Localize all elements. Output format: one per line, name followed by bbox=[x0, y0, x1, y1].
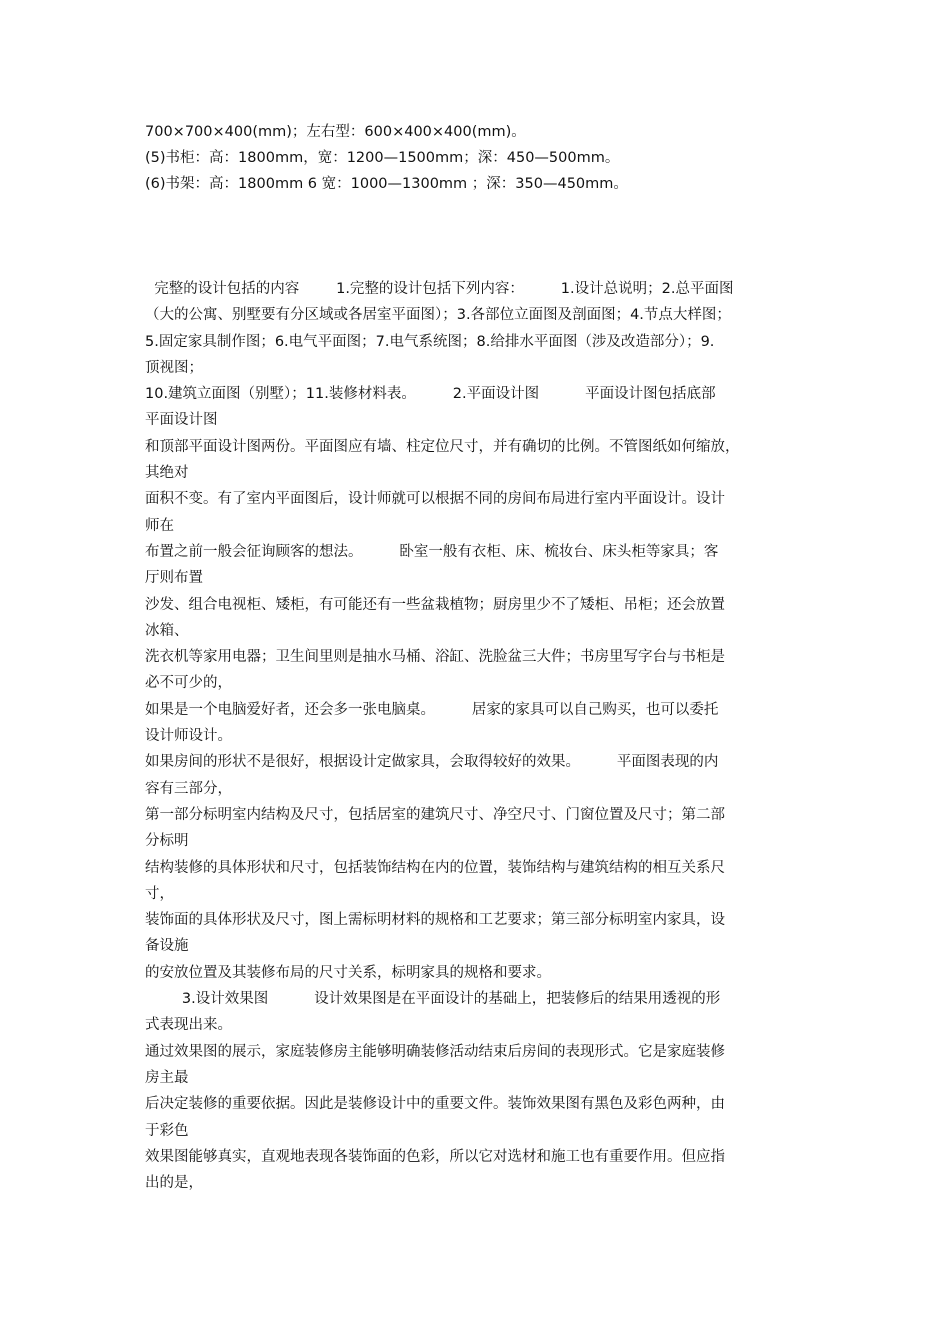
text-line: 和顶部平面设计图两份。平面图应有墙、柱定位尺寸，并有确切的比例。不管图纸如何缩放， bbox=[145, 438, 740, 455]
text-line: 700×700×400(mm)；左右型：600×400×400(mm)。 bbox=[145, 124, 526, 140]
text-line: 设计师设计。 bbox=[145, 728, 232, 745]
text-line: 备设施 bbox=[145, 938, 189, 955]
text-line: 如果是一个电脑爱好者，还会多一张电脑桌。 居家的家具可以自己购买，也可以委托 bbox=[145, 701, 719, 718]
text-line: 面积不变。有了室内平面图后，设计师就可以根据不同的房间布局进行室内平面设计。设计 bbox=[145, 491, 725, 508]
text-line: 后决定装修的重要依据。因此是装修设计中的重要文件。装饰效果图有黑色及彩色两种，由 bbox=[145, 1096, 725, 1113]
text-line: 式表现出来。 bbox=[145, 1017, 232, 1034]
text-line: 于彩色 bbox=[145, 1122, 189, 1139]
text-line: 出的是， bbox=[145, 1175, 203, 1192]
text-line: 厅则布置 bbox=[145, 570, 203, 587]
furniture-size-list bbox=[145, 119, 815, 197]
text-line: 必不可少的， bbox=[145, 675, 232, 692]
text-line: 顶视图； bbox=[145, 359, 203, 376]
text-line: 第一部分标明室内结构及尺寸，包括居室的建筑尺寸、净空尺寸、门窗位置及尺寸；第二部 bbox=[145, 806, 725, 823]
text-line: 10.建筑立面图（别墅）；11.装修材料表。 2.平面设计图 平面设计图包括底部 bbox=[145, 386, 716, 403]
text-line: 如果房间的形状不是很好，根据设计定做家具，会取得较好的效果。 平面图表现的内 bbox=[145, 754, 719, 771]
text-line: 完整的设计包括的内容 1.完整的设计包括下列内容： 1.设计总说明；2.总平面图 bbox=[145, 281, 734, 297]
text-line: 通过效果图的展示，家庭装修房主能够明确装修活动结束后房间的表现形式。它是家庭装修 bbox=[145, 1043, 725, 1060]
text-line: 房主最 bbox=[145, 1069, 189, 1086]
text-line: 寸， bbox=[145, 885, 174, 902]
text-line: 效果图能够真实，直观地表现各装饰面的色彩，所以它对选材和施工也有重要作用。但应指 bbox=[145, 1148, 725, 1165]
text-line: (6)书架：高：1800mm 6 宽：1000—1300mm ；深：350—450mm。 bbox=[145, 176, 628, 192]
text-line: 冰箱、 bbox=[145, 622, 189, 639]
text-line: 师在 bbox=[145, 517, 174, 534]
text-line: 容有三部分， bbox=[145, 780, 232, 797]
text-line: (5)书柜：高：1800mm，宽：1200—1500mm；深：450—500mm。 bbox=[145, 150, 620, 166]
text-line: 布置之前一般会征询顾客的想法。 卧室一般有衣柜、床、梳妆台、床头柜等家具；客 bbox=[145, 543, 719, 560]
text-line: 3.设计效果图 设计效果图是在平面设计的基础上，把装修后的结果用透视的形 bbox=[145, 991, 721, 1008]
text-line: 平面设计图 bbox=[145, 412, 218, 429]
text-line: 结构装修的具体形状和尺寸，包括装饰结构在内的位置，装饰结构与建筑结构的相互关系尺 bbox=[145, 859, 725, 876]
text-line: 的安放位置及其装修布局的尺寸关系，标明家具的规格和要求。 bbox=[145, 964, 551, 981]
text-line: 5.固定家具制作图；6.电气平面图；7.电气系统图；8.给排水平面图（涉及改造部分）；9. bbox=[145, 333, 715, 350]
text-line: 装饰面的具体形状及尺寸，图上需标明材料的规格和工艺要求；第三部分标明室内家具，设 bbox=[145, 912, 725, 929]
text-line: 分标明 bbox=[145, 833, 189, 850]
text-line: 洗衣机等家用电器；卫生间里则是抽水马桶、浴缸、洗脸盆三大件；书房里写字台与书柜是 bbox=[145, 649, 725, 666]
design-content-text bbox=[145, 276, 813, 1196]
text-line: 其绝对 bbox=[145, 465, 189, 482]
text-line: （大的公寓、别墅要有分区域或各居室平面图）；3.各部位立面图及剖面图；4.节点大样图； bbox=[145, 307, 731, 324]
text-line: 沙发、组合电视柜、矮柜，有可能还有一些盆栽植物；厨房里少不了矮柜、吊柜；还会放置 bbox=[145, 596, 725, 613]
